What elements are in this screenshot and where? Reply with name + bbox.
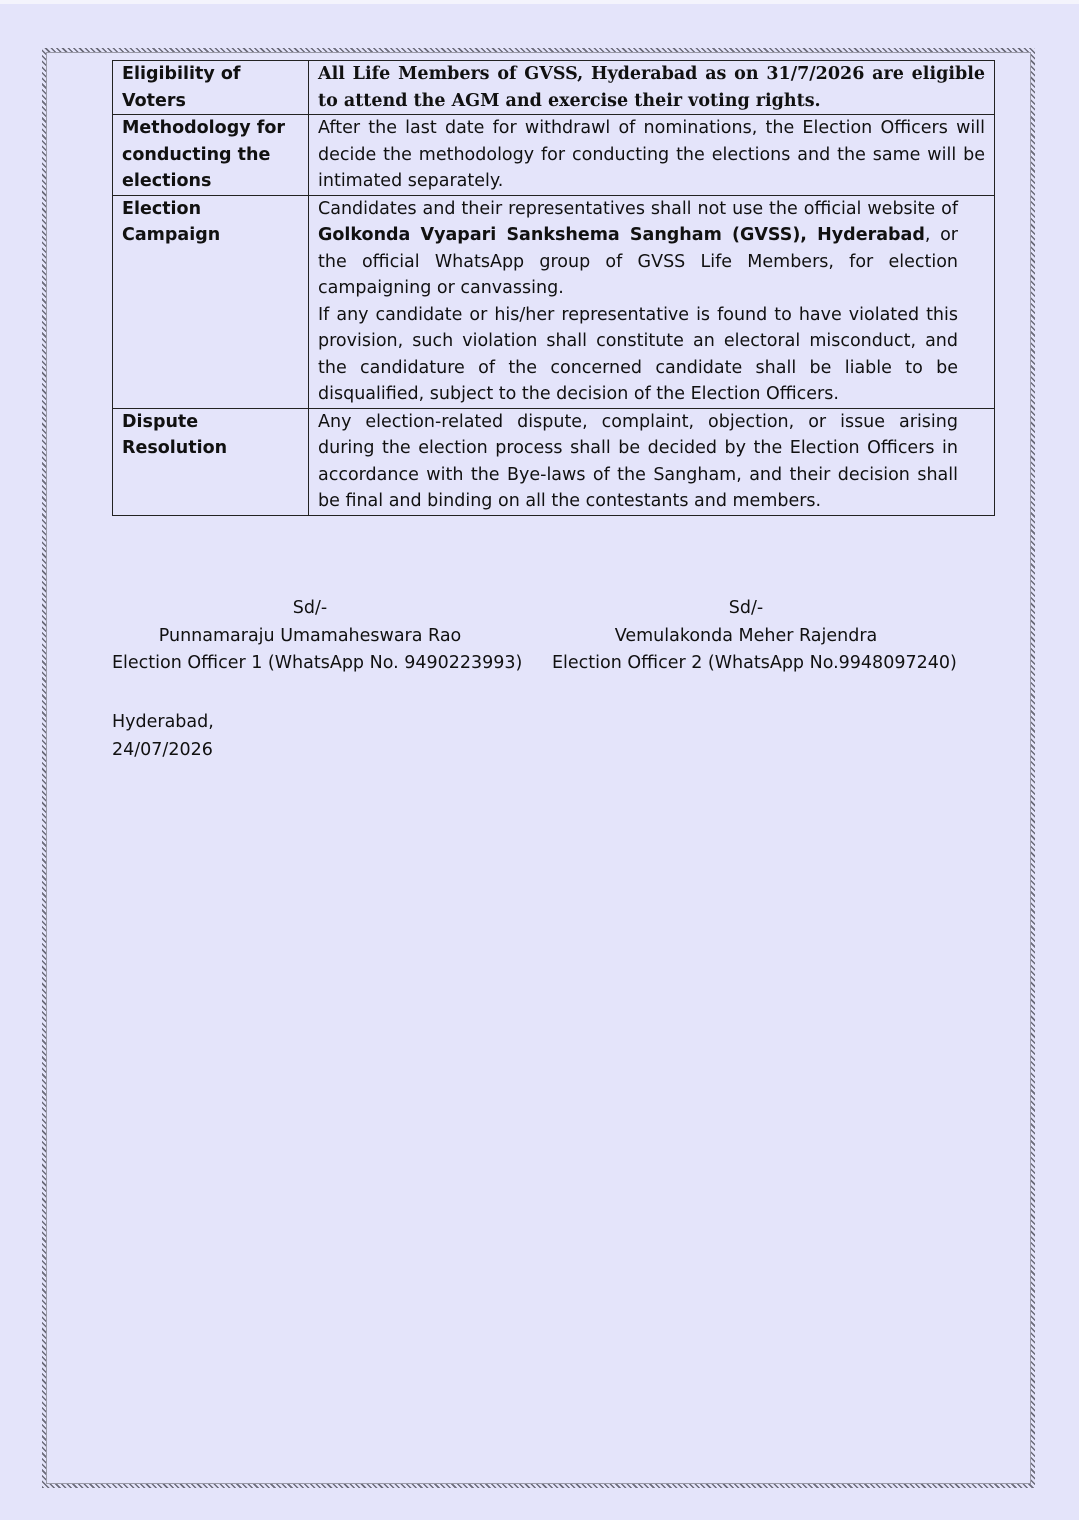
officer-title: Election Officer 2 (WhatsApp No.9948097240) bbox=[552, 653, 957, 673]
election-rules-table bbox=[112, 60, 995, 516]
row-content-dispute: Any election-related dispute, complaint, objection, or issue arising during the election process shall be decided by the Election Officers in accordance with the Bye-laws of the Sangham, and their decision shall be final and binding on all the contestants and members. bbox=[309, 408, 995, 515]
row-label-dispute: Dispute Resolution bbox=[113, 408, 309, 515]
row-content-methodology: After the last date for withdrawl of nominations, the Election Officers will decide the methodology for conducting the elections and the same will be intimated separately. bbox=[309, 115, 995, 196]
campaign-text-before: Candidates and their representatives shall not use the official website of bbox=[318, 198, 958, 219]
table-row bbox=[113, 195, 995, 408]
row-label-campaign: Election Campaign bbox=[113, 195, 309, 408]
campaign-paragraph-1 bbox=[318, 196, 958, 302]
table-row bbox=[113, 408, 995, 515]
date: 24/07/2026 bbox=[112, 739, 213, 760]
signature-officer-2 bbox=[552, 595, 957, 678]
officer-name: Punnamaraju Umamaheswara Rao bbox=[158, 625, 462, 646]
row-content-campaign bbox=[309, 195, 995, 408]
sd-mark: Sd/- bbox=[728, 598, 764, 618]
officer-title: Election Officer 1 (WhatsApp No. 9490223993) bbox=[112, 653, 523, 673]
place-date-block bbox=[112, 709, 214, 764]
row-label-eligibility: Eligibility of Voters bbox=[113, 61, 309, 115]
row-content-eligibility: All Life Members of GVSS, Hyderabad as on 31/7/2026 are eligible to attend the AGM and exercise their voting rights. bbox=[309, 61, 995, 115]
signature-officer-1 bbox=[112, 595, 523, 678]
campaign-paragraph-2: If any candidate or his/her representative is found to have violated this provision, such violation shall constitute an electoral misconduct, and the candidature of the concerned candidate shall be liable to be disqualified, subject to the decision of the Election Officers. bbox=[318, 304, 958, 404]
table-row bbox=[113, 115, 995, 196]
table-row bbox=[113, 61, 995, 115]
sd-mark: Sd/- bbox=[292, 598, 328, 618]
organization-name: Golkonda Vyapari Sankshema Sangham (GVSS), Hyderabad bbox=[318, 225, 925, 245]
officer-name: Vemulakonda Meher Rajendra bbox=[614, 625, 878, 646]
row-label-methodology: Methodology for conducting the elections bbox=[113, 115, 309, 196]
place: Hyderabad, bbox=[112, 712, 214, 732]
campaign-text-after: , or the official WhatsApp group of GVSS Life Members, for election campaigning or canvassing. bbox=[318, 225, 958, 298]
